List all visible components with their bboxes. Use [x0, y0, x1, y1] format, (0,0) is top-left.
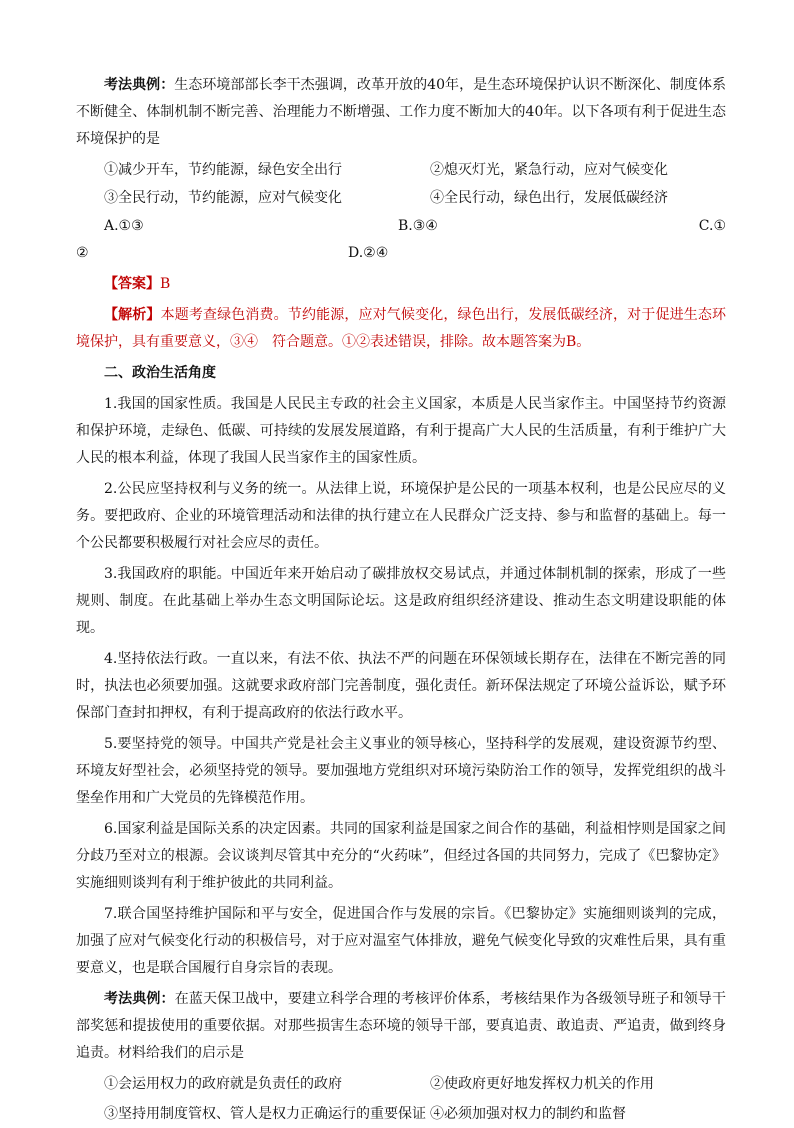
choice-c: C.① — [698, 218, 726, 234]
analysis-text: 本题考查绿色消费。节约能源，应对气候变化，绿色出行，发展低碳经济，对于促进生态环境保护，具有重要意义，③④ 符合题意。①②表述错误，排除。故本题答案为B。 — [76, 307, 727, 350]
section-item: 2.公民应坚持权利与义务的统一。从法律上说，环境保护是公民的一项基本权利，也是公民应尽的义务。要把政府、企业的环境管理活动和法律的执行建立在人民群众广泛支持、参与和监督的基础上。每一个公民都要积极履行对社会应尽的责任。 — [76, 481, 726, 551]
choice-d: D.②④ — [348, 245, 389, 261]
options-row-2 — [76, 185, 726, 212]
option-1: ①减少开车，节约能源，绿色安全出行 — [104, 162, 342, 178]
section-item: 3.我国政府的职能。中国近年来开始启动了碳排放权交易试点，并通过体制机制的探索，形成了一些规则、制度。在此基础上举办生态文明国际论坛。这是政府组织经济建设、推动生态文明建设职能的体现。 — [76, 566, 726, 636]
options-row-2 — [76, 1101, 726, 1128]
example-label: 考法典例： — [104, 991, 175, 1007]
choices-row-2 — [76, 240, 726, 267]
section-item: 7.联合国坚持维护国际和平与安全，促进国合作与发展的宗旨。《巴黎协定》实施细则谈判的完成，加强了应对气候变化行动的积极信号，对于应对温室气体排放，避免气候变化导致的灾难性后果，具有重要意义，也是联合国履行自身宗旨的表现。 — [76, 906, 726, 976]
section-item: 5.要坚持党的领导。中国共产党是社会主义事业的领导核心，坚持科学的发展观，建设资源节约型、环境友好型社会，必须坚持党的领导。要加强地方党组织对环境污染防治工作的领导，发挥党组织的战斗堡垒作用和广大党员的先锋模范作用。 — [76, 736, 726, 806]
option-4: ④必须加强对权力的制约和监督 — [430, 1106, 626, 1122]
question-2-stem — [76, 986, 726, 1067]
choices-row — [76, 213, 726, 240]
question-text: 在蓝天保卫战中，要建立科学合理的考核评价体系，考核结果作为各级领导班子和领导干部奖惩和提拔使用的重要依据。对那些损害生态环境的领导干部，要真追责、敢追责、严追责，做到终身追责。材料给我们的启示是 — [76, 991, 727, 1061]
choice-a: A.①③ — [104, 218, 144, 234]
example-label: 考法典例： — [104, 77, 175, 93]
answer-value: B — [160, 276, 171, 292]
section-item: 4.坚持依法行政。一直以来，有法不依、执法不严的问题在环保领域长期存在，法律在不断完善的同时，执法也必须要加强。这就要求政府部门完善制度，强化责任。新环保法规定了环境公益诉讼，赋予环保部门查封扣押权，有利于提高政府的依法行政水平。 — [76, 651, 726, 721]
option-1: ①会运用权力的政府就是负责任的政府 — [104, 1076, 342, 1092]
answer-label: 【答案】 — [104, 276, 160, 292]
analysis — [76, 302, 726, 356]
question-1-stem — [76, 72, 726, 153]
option-2: ②使政府更好地发挥权力机关的作用 — [430, 1076, 654, 1092]
choice-c-continued: ② — [76, 245, 89, 261]
option-3: ③坚持用制度管权、管人是权力正确运行的重要保证 — [104, 1106, 426, 1122]
choice-b: B.③④ — [398, 218, 438, 234]
answer — [76, 271, 726, 298]
section-heading: 二、政治生活角度 — [104, 365, 216, 381]
options-row-1 — [76, 157, 726, 184]
question-text: 生态环境部部长李干杰强调，改革开放的40年，是生态环境保护认识不断深化、制度体系不断健全、体制机制不断完善、治理能力不断增强、工作力度不断加大的40年。以下各项有利于促进生态环境保护的是 — [76, 77, 727, 147]
analysis-label: 【解析】 — [104, 307, 161, 323]
option-3: ③全民行动，节约能源，应对气候变化 — [104, 190, 342, 206]
option-4: ④全民行动，绿色出行，发展低碳经济 — [430, 190, 668, 206]
section-item: 1.我国的国家性质。我国是人民民主专政的社会主义国家，本质是人民当家作主。中国坚持节约资源和保护环境，走绿色、低碳、可持续的发展发展道路，有利于提高广大人民的生活质量，有利于维护广大人民的根本利益，体现了我国人民当家作主的国家性质。 — [76, 396, 726, 466]
options-row-1 — [76, 1071, 726, 1098]
option-2: ②熄灭灯光，紧急行动，应对气候变化 — [430, 162, 668, 178]
section-item: 6.国家利益是国际关系的决定因素。共同的国家利益是国家之间合作的基础，利益相悖则是国家之间分歧乃至对立的根源。会议谈判尽管其中充分的“火药味”，但经过各国的共同努力，完成了《巴黎协定》实施细则谈判有利于维护彼此的共同利益。 — [76, 821, 726, 891]
